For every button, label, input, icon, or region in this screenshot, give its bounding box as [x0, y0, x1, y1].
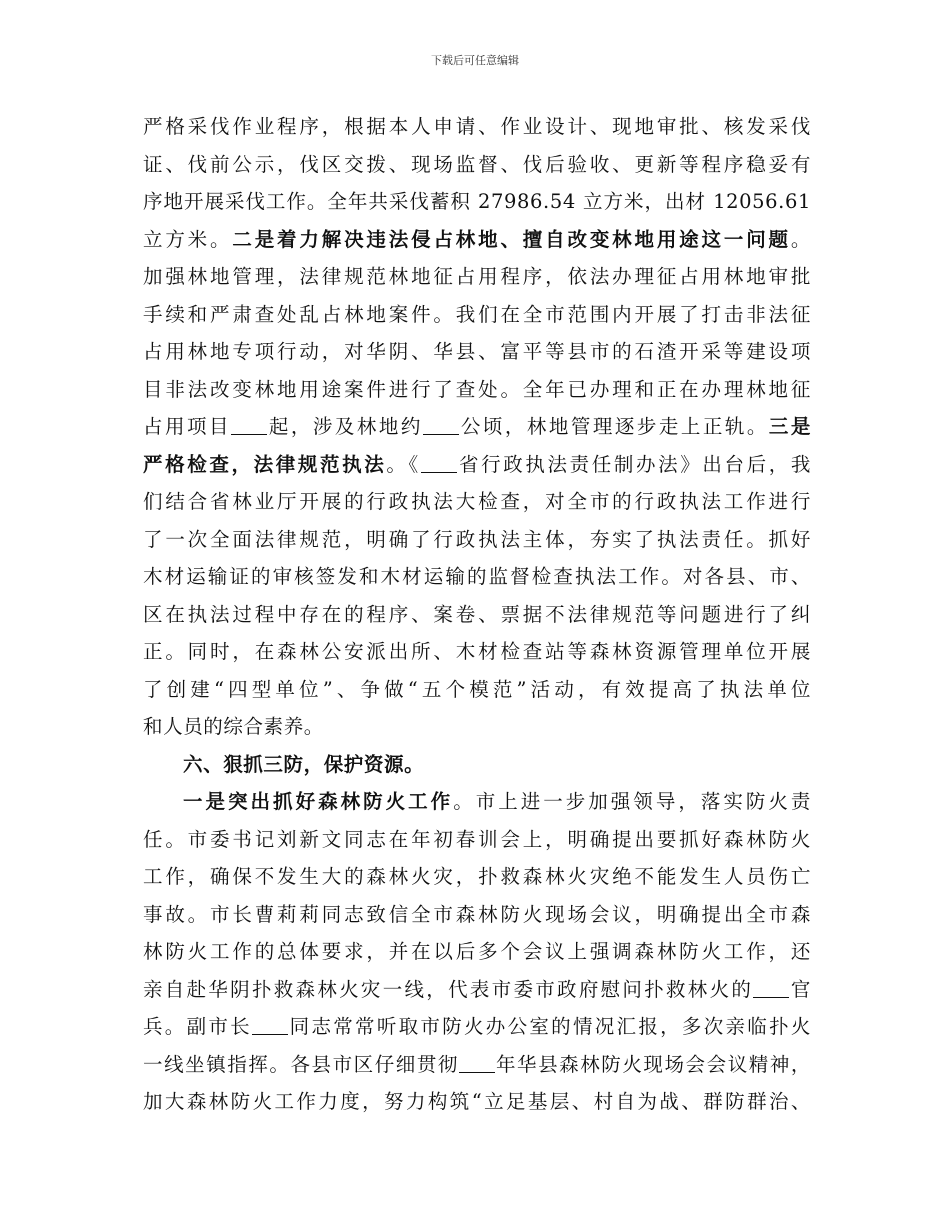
text-line — [143, 708, 811, 746]
text-line — [143, 746, 811, 784]
text-line — [143, 371, 811, 409]
text-segment: 加大森林防火工作力度，努力构筑“立足基层、村自为战、群防群治、 — [143, 1090, 811, 1113]
text-segment: 事故。市长曹莉莉同志致信全市森林防火现场会议，明确提出全市森 — [143, 902, 811, 926]
text-line — [143, 558, 811, 596]
text-segment: 区在执法过程中存在的程序、案卷、票据不法律规范等问题进行了纠 — [143, 602, 811, 626]
text-segment: 亲自赴华阴扑救森林火灾一线，代表市委市政府慰问扑救林火的 — [143, 977, 754, 1001]
text-line — [143, 408, 811, 446]
text-segment: 了一次全面法律规范，明确了行政执法主体，夯实了执法责任。抓好 — [143, 527, 811, 551]
text-line — [143, 596, 811, 634]
text-line — [143, 258, 811, 296]
text-segment: 加强林地管理，法律规范林地征占用程序，依法办理征占用林地审批 — [143, 265, 811, 288]
text-line — [143, 221, 811, 259]
text-line — [143, 783, 811, 821]
fill-in-blank — [231, 416, 267, 435]
text-line — [143, 183, 811, 221]
text-segment: 了创建“四型单位”、争做“五个模范”活动，有效提高了执法单位 — [143, 677, 811, 701]
text-segment: 公顷，林地管理逐步走上正轨。 — [458, 415, 769, 438]
text-segment: 严格采伐作业程序，根据本人申请、作业设计、现地审批、核发采伐 — [143, 115, 811, 138]
text-segment: 。《 — [386, 452, 421, 476]
text-line — [143, 971, 811, 1009]
text-segment: 手续和严肃查处乱占林地案件。我们在全市范围内开展了打击非法征 — [143, 302, 811, 326]
text-segment: 正。同时，在森林公安派出所、木材检查站等森林资源管理单位开展 — [143, 640, 811, 663]
text-line — [143, 1046, 811, 1084]
text-segment: 林防火工作的总体要求，并在以后多个会议上强调森林防火工作，还 — [143, 940, 811, 963]
text-segment: 兵。副市长 — [143, 1015, 252, 1038]
text-line — [143, 1008, 811, 1046]
text-segment: 。市上进一步加强领导，落实防火责 — [453, 790, 812, 813]
fill-in-blank — [423, 416, 459, 435]
text-segment: 工作，确保不发生大的森林火灾，扑救森林火灾绝不能发生人员伤亡 — [143, 865, 811, 888]
fill-in-blank — [252, 1016, 288, 1035]
bold-text-segment: 三是 — [768, 415, 812, 438]
text-segment: 年华县森林防火现场会会议精神， — [495, 1052, 811, 1076]
page-header-note: 下载后可任意编辑 — [431, 54, 519, 67]
text-segment: 木材运输证的审核签发和木材运输的监督检查执法工作。对各县、市、 — [143, 565, 811, 588]
text-line — [143, 483, 811, 521]
fill-in-blank — [459, 1054, 495, 1073]
bold-text-segment: 二是着力解决违法侵占林地、擅自改变林地用途这一问题 — [232, 227, 791, 251]
text-segment: 证、伐前公示，伐区交拨、现场监督、伐后验收、更新等程序稳妥有 — [143, 152, 811, 176]
text-line — [143, 671, 811, 709]
text-segment: 立方米。 — [143, 227, 233, 251]
fill-in-blank — [421, 454, 457, 473]
bold-text-segment: 六、狠抓三防，保护资源。 — [183, 752, 425, 776]
text-line — [143, 858, 811, 896]
text-line — [143, 1083, 811, 1121]
fill-in-blank — [753, 979, 789, 998]
text-line — [143, 633, 811, 671]
text-segment: 和人员的综合素养。 — [143, 715, 324, 738]
text-segment: 任。市委书记刘新文同志在年初春训会上，明确提出要抓好森林防火 — [143, 827, 811, 851]
text-segment: 省行政执法责任制办法》出台后，我 — [456, 452, 811, 476]
text-segment: 。 — [790, 227, 811, 251]
text-line — [143, 521, 811, 559]
text-segment: 序地开展采伐工作。全年共采伐蓄积 27986.54 立方米，出材 12056.61 — [143, 190, 811, 213]
text-segment: 一线坐镇指挥。各县市区仔细贯彻 — [143, 1052, 459, 1076]
text-segment: 官 — [789, 977, 811, 1001]
text-line — [143, 108, 811, 146]
bold-text-segment: 一是突出抓好森林防火工作 — [183, 790, 454, 813]
text-segment: 同志常常听取市防火办公室的情况汇报，多次亲临扑火 — [287, 1015, 811, 1038]
text-line — [143, 296, 811, 334]
bold-text-segment: 严格检查，法律规范执法 — [143, 452, 387, 476]
text-line — [143, 933, 811, 971]
text-segment: 目非法改变林地用途案件进行了查处。全年已办理和正在办理林地征 — [143, 377, 811, 401]
text-line — [143, 446, 811, 484]
text-line — [143, 821, 811, 859]
text-segment: 们结合省林业厅开展的行政执法大检查，对全市的行政执法工作进行 — [143, 490, 811, 513]
text-segment: 起，涉及林地约 — [267, 415, 423, 438]
text-segment: 占用项目 — [143, 415, 232, 438]
text-segment: 占用林地专项行动，对华阴、华县、富平等县市的石渣开采等建设项 — [143, 340, 811, 363]
text-line — [143, 333, 811, 371]
text-line — [143, 896, 811, 934]
document-body — [143, 108, 811, 1121]
text-line — [143, 146, 811, 184]
